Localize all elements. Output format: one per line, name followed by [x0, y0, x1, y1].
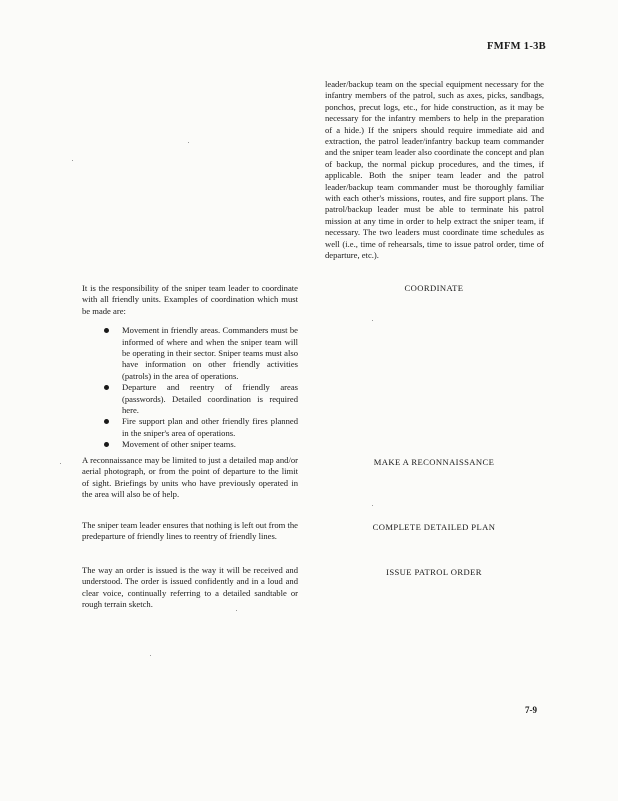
coordination-list [82, 325, 298, 450]
bullet-icon [104, 328, 109, 333]
heading-reconnaissance: MAKE A RECONNAISSANCE [373, 457, 495, 467]
scan-speck [188, 142, 189, 143]
heading-patrol-order: ISSUE PATROL ORDER [386, 567, 482, 577]
list-item: Fire support plan and other friendly fires planned in the sniper's area of operations. [100, 416, 298, 439]
scan-speck [236, 610, 237, 611]
manual-id-header: FMFM 1-3B [487, 41, 546, 52]
list-item: Movement in friendly areas. Commanders must be informed of where and when the sniper team will be operating in their sector. Sniper teams must also have information on other friendly activities (patrols) in the area of operations. [100, 325, 298, 382]
heading-coordinate: COORDINATE [404, 283, 464, 293]
coordinate-intro: It is the responsibility of the sniper team leader to coordinate with all friendly units. Examples of coordination which must be made are: [82, 283, 298, 316]
scan-speck [372, 505, 373, 506]
continued-paragraph: leader/backup team on the special equipment necessary for the infantry members of the patrol, such as axes, picks, sandbags, ponchos, precut logs, etc., for hide construction, as it may be necessary for the infantry members to help in the preparation of a hide.) If the snipers should require immediate aid and extraction, the patrol leader/infantry backup team commander and the sniper team leader also coordinate the concept and plan of backup, the normal pickup procedures, and the times, if applicable. Both the sniper team leader and the patrol leader/backup team commander must be thoroughly familiar with each other's missions, routes, and fire support plans. The patrol/backup leader must be able to terminate his patrol mission at any time in order to help extract the sniper team, if necessary. The two leaders must coordinate time schedules as well (i.e., time of rehearsals, time to issue patrol order, time of departure, etc.). [325, 79, 544, 261]
reconnaissance-text: A reconnaissance may be limited to just a detailed map and/or aerial photograph, or from the point of departure to the limit of sight. Briefings by units who have previously operated in the area will also be of help. [82, 455, 298, 500]
detailed-plan-text: The sniper team leader ensures that nothing is left out from the predeparture of friendly lines to reentry of friendly lines. [82, 520, 298, 542]
page-number: 7-9 [525, 705, 537, 715]
bullet-icon [104, 442, 109, 447]
patrol-order-text: The way an order is issued is the way it will be received and understood. The order is issued confidently and in a loud and clear voice, continually referring to a detailed sandtable or rough terrain sketch. [82, 565, 298, 610]
coordinate-section [82, 283, 298, 451]
scan-speck [372, 320, 373, 321]
bullet-icon [104, 419, 109, 424]
heading-detailed-plan: COMPLETE DETAILED PLAN [372, 522, 496, 532]
list-item: Movement of other sniper teams. [100, 439, 298, 450]
scan-speck [150, 655, 151, 656]
bullet-icon [104, 385, 109, 390]
scan-speck [60, 463, 61, 464]
scan-speck [72, 160, 73, 161]
list-item: Departure and reentry of friendly areas (passwords). Detailed coordination is required here. [100, 382, 298, 416]
